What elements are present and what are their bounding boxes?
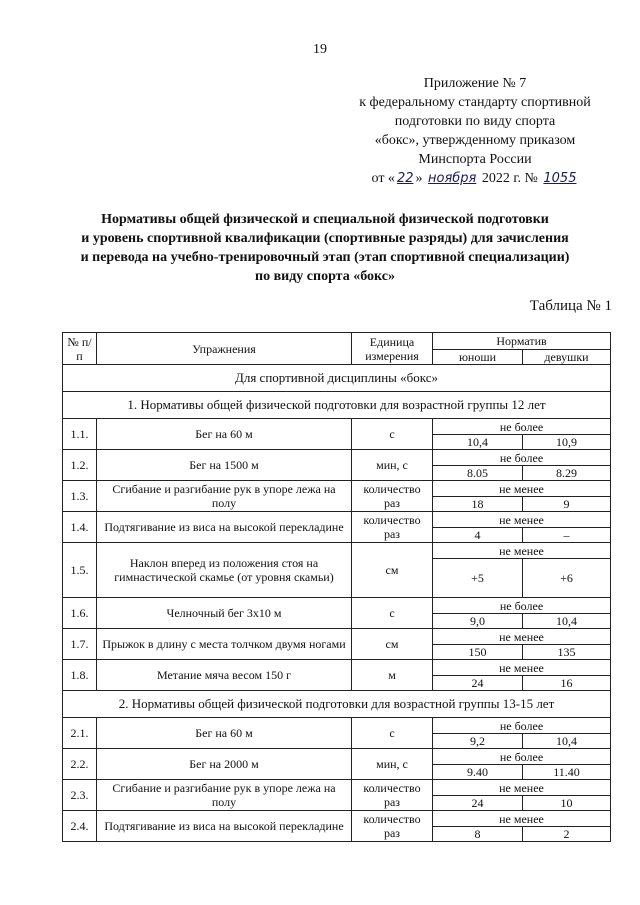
- row-girls-value: –: [523, 528, 611, 543]
- row-number: 1.6.: [63, 598, 97, 629]
- row-boys-value: 18: [433, 497, 523, 512]
- row-girls-value: 16: [523, 676, 611, 691]
- header-unit: Единица измерения: [352, 333, 433, 365]
- row-unit: м: [352, 660, 433, 691]
- appendix-date-line: [340, 169, 610, 188]
- row-boys-value: 9.40: [433, 765, 523, 780]
- row-girls-value: 10,4: [523, 614, 611, 629]
- document-title: [40, 210, 610, 286]
- row-unit: мин, с: [352, 749, 433, 780]
- header-exercise: Упражнения: [97, 333, 352, 365]
- row-condition: не более: [433, 718, 611, 734]
- table-row: [63, 718, 611, 734]
- appendix-line: Минспорта России: [418, 152, 532, 167]
- row-girls-value: 2: [523, 827, 611, 842]
- row-girls-value: +6: [523, 559, 611, 598]
- appendix-block: [340, 74, 610, 188]
- row-condition: не менее: [433, 780, 611, 796]
- title-line: Нормативы общей физической и специальной физической подготовки: [101, 212, 549, 227]
- row-girls-value: 10,4: [523, 734, 611, 749]
- row-number: 1.3.: [63, 481, 97, 512]
- row-boys-value: 150: [433, 645, 523, 660]
- row-exercise: Бег на 1500 м: [97, 450, 352, 481]
- row-condition: не более: [433, 749, 611, 765]
- row-unit: с: [352, 718, 433, 749]
- row-number: 1.5.: [63, 543, 97, 598]
- page-number: 19: [313, 42, 327, 57]
- row-girls-value: 135: [523, 645, 611, 660]
- row-boys-value: 24: [433, 796, 523, 811]
- row-exercise: Прыжок в длину с места толчком двумя ногами: [97, 629, 352, 660]
- row-number: 1.1.: [63, 419, 97, 450]
- section-title: 1. Нормативы общей физической подготовки для возрастной группы 12 лет: [63, 392, 611, 419]
- row-exercise: Сгибание и разгибание рук в упоре лежа на полу: [97, 780, 352, 811]
- table-row: [63, 811, 611, 827]
- row-number: 1.7.: [63, 629, 97, 660]
- row-unit: количество раз: [352, 811, 433, 842]
- appendix-line: к федеральному стандарту спортивной: [359, 95, 591, 110]
- row-unit: см: [352, 629, 433, 660]
- table-row: [63, 749, 611, 765]
- header-num: № п/п: [63, 333, 97, 365]
- row-condition: не менее: [433, 543, 611, 559]
- row-girls-value: 8.29: [523, 466, 611, 481]
- row-unit: с: [352, 598, 433, 629]
- row-condition: не менее: [433, 660, 611, 676]
- appendix-line: подготовки по виду спорта: [394, 114, 556, 129]
- row-unit: количество раз: [352, 780, 433, 811]
- row-unit: см: [352, 543, 433, 598]
- date-year: 2022 г. №: [481, 171, 538, 186]
- header-norm: Норматив: [433, 333, 611, 350]
- handwritten-order-number: 1055: [543, 171, 577, 186]
- row-condition: не менее: [433, 481, 611, 497]
- title-line: и уровень спортивной квалификации (спортивные разряды) для зачисления: [81, 231, 569, 246]
- header-boys: юноши: [433, 350, 523, 365]
- row-number: 1.8.: [63, 660, 97, 691]
- row-girls-value: 10: [523, 796, 611, 811]
- row-number: 2.3.: [63, 780, 97, 811]
- row-number: 1.4.: [63, 512, 97, 543]
- norms-table: [62, 332, 611, 842]
- title-line: и перевода на учебно-тренировочный этап (этап спортивной специализации): [80, 250, 570, 265]
- table-row: [63, 481, 611, 497]
- table-row: [63, 450, 611, 466]
- row-exercise: Подтягивание из виса на высокой перекладине: [97, 512, 352, 543]
- row-boys-value: 4: [433, 528, 523, 543]
- row-boys-value: 8: [433, 827, 523, 842]
- row-boys-value: 8.05: [433, 466, 523, 481]
- row-condition: не более: [433, 450, 611, 466]
- appendix-line: Приложение № 7: [423, 76, 527, 91]
- row-exercise: Бег на 60 м: [97, 419, 352, 450]
- table-row: [63, 598, 611, 614]
- section-title: 2. Нормативы общей физической подготовки для возрастной группы 13-15 лет: [63, 691, 611, 718]
- table-row: [63, 629, 611, 645]
- row-exercise: Бег на 60 м: [97, 718, 352, 749]
- table-row: [63, 512, 611, 528]
- row-boys-value: 9,2: [433, 734, 523, 749]
- row-number: 2.4.: [63, 811, 97, 842]
- date-mid: »: [415, 171, 423, 186]
- row-exercise: Подтягивание из виса на высокой перекладине: [97, 811, 352, 842]
- handwritten-month: ноября: [427, 171, 477, 186]
- row-exercise: Бег на 2000 м: [97, 749, 352, 780]
- row-boys-value: 24: [433, 676, 523, 691]
- table-row: [63, 660, 611, 676]
- row-number: 1.2.: [63, 450, 97, 481]
- date-prefix: от «: [371, 171, 395, 186]
- row-boys-value: 9,0: [433, 614, 523, 629]
- row-condition: не более: [433, 419, 611, 435]
- table-row: [63, 780, 611, 796]
- table-caption: Таблица № 1: [529, 298, 612, 314]
- row-boys-value: +5: [433, 559, 523, 598]
- row-number: 2.1.: [63, 718, 97, 749]
- row-unit: мин, с: [352, 450, 433, 481]
- discipline-row: Для спортивной дисциплины «бокс»: [63, 365, 611, 392]
- row-boys-value: 10,4: [433, 435, 523, 450]
- row-exercise: Наклон вперед из положения стоя на гимнастической скамье (от уровня скамьи): [97, 543, 352, 598]
- row-exercise: Сгибание и разгибание рук в упоре лежа на полу: [97, 481, 352, 512]
- table-row: [63, 419, 611, 435]
- row-condition: не более: [433, 598, 611, 614]
- handwritten-day: 22: [396, 171, 414, 186]
- row-condition: не менее: [433, 629, 611, 645]
- header-girls: девушки: [523, 350, 611, 365]
- row-unit: количество раз: [352, 512, 433, 543]
- row-girls-value: 10,9: [523, 435, 611, 450]
- row-exercise: Челночный бег 3х10 м: [97, 598, 352, 629]
- row-girls-value: 11.40: [523, 765, 611, 780]
- appendix-line: «бокс», утвержденному приказом: [374, 133, 576, 148]
- row-condition: не менее: [433, 512, 611, 528]
- row-number: 2.2.: [63, 749, 97, 780]
- row-unit: с: [352, 419, 433, 450]
- table-row: [63, 543, 611, 559]
- row-condition: не менее: [433, 811, 611, 827]
- title-line: по виду спорта «бокс»: [255, 269, 395, 284]
- row-unit: количество раз: [352, 481, 433, 512]
- row-girls-value: 9: [523, 497, 611, 512]
- row-exercise: Метание мяча весом 150 г: [97, 660, 352, 691]
